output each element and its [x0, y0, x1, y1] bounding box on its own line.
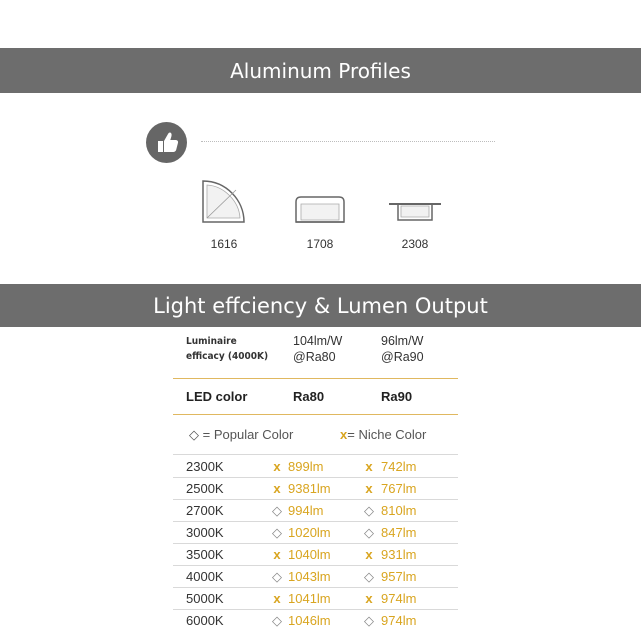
ra90-lumen: 957lm [381, 569, 417, 584]
recessed-profile-icon [386, 196, 444, 228]
profile-1616 [198, 176, 250, 251]
ra80-lumen: 899lm [288, 459, 324, 474]
section-header-aluminum-profiles [0, 48, 641, 93]
surface-profile-icon [292, 192, 348, 228]
ra90-lumen: 742lm [381, 459, 417, 474]
diamond-icon: ◇ [364, 613, 374, 628]
diamond-icon: ◇ [272, 503, 282, 518]
ra90-lumen: 810lm [381, 503, 417, 518]
cross-icon: x [273, 591, 281, 606]
cross-icon: x [273, 459, 281, 474]
cct-value: 5000K [186, 591, 224, 606]
profile-code: 1616 [210, 237, 238, 251]
ra80-lumen: 994lm [288, 503, 324, 518]
ra80-lumen: 1046lm [288, 613, 331, 628]
ra90-lumen: 974lm [381, 613, 417, 628]
led-color-header: LED color [186, 389, 248, 404]
ra90-lumen: 847lm [381, 525, 417, 540]
cross-icon: x [365, 547, 373, 562]
cct-value: 6000K [186, 613, 224, 628]
cct-value: 3500K [186, 547, 224, 562]
efficacy-label: Luminaire efficacy (4000K) [186, 336, 269, 362]
diamond-icon: ◇ [189, 427, 199, 442]
cct-value: 3000K [186, 525, 224, 540]
cross-icon: x [273, 481, 281, 496]
cct-value: 2500K [186, 481, 224, 496]
ra90-lumen: 931lm [381, 547, 417, 562]
profile-1708 [292, 192, 348, 251]
table-divider [173, 414, 458, 415]
thumbs-up-icon [146, 122, 187, 163]
cct-value: 2300K [186, 459, 224, 474]
cross-icon: x [365, 591, 373, 606]
cct-value: 2700K [186, 503, 224, 518]
table-row [0, 499, 641, 521]
legend-popular: ◇ = Popular Color [189, 427, 294, 442]
cross-icon: x [273, 547, 281, 562]
corner-profile-icon [198, 176, 250, 228]
ra80-lumen: 9381lm [288, 481, 331, 496]
ra80-lumen: 1020lm [288, 525, 331, 540]
cross-icon: x [365, 481, 373, 496]
efficacy-ra80: 104lm/W @Ra80 [293, 334, 343, 364]
ra90-lumen: 767lm [381, 481, 417, 496]
profile-code: 1708 [306, 237, 334, 251]
table-row [0, 477, 641, 499]
section-title: Aluminum Profiles [230, 58, 411, 83]
ra80-lumen: 1040lm [288, 547, 331, 562]
diamond-icon: ◇ [272, 525, 282, 540]
table-row [0, 609, 641, 631]
ra90-header: Ra90 [381, 389, 413, 404]
dotted-divider [201, 141, 495, 142]
diamond-icon: ◇ [364, 503, 374, 518]
diamond-icon: ◇ [364, 569, 374, 584]
ra80-header: Ra80 [293, 389, 325, 404]
table-row [0, 565, 641, 587]
diamond-icon: ◇ [364, 525, 374, 540]
table-row [0, 521, 641, 543]
cct-value: 4000K [186, 569, 224, 584]
efficacy-ra90: 96lm/W @Ra90 [381, 334, 424, 364]
cross-icon: x [340, 427, 348, 442]
section-title: Light effciency & Lumen Output [153, 293, 488, 318]
table-row [0, 587, 641, 609]
ra90-lumen: 974lm [381, 591, 417, 606]
diamond-icon: ◇ [272, 613, 282, 628]
legend-niche: x= Niche Color [340, 427, 427, 442]
table-divider [173, 378, 458, 379]
ra80-lumen: 1043lm [288, 569, 331, 584]
profile-code: 2308 [401, 237, 429, 251]
diamond-icon: ◇ [272, 569, 282, 584]
ra80-lumen: 1041lm [288, 591, 331, 606]
profile-2308 [386, 196, 444, 251]
table-row [0, 455, 641, 477]
cross-icon: x [365, 459, 373, 474]
section-header-light-efficiency [0, 284, 641, 327]
table-row [0, 543, 641, 565]
